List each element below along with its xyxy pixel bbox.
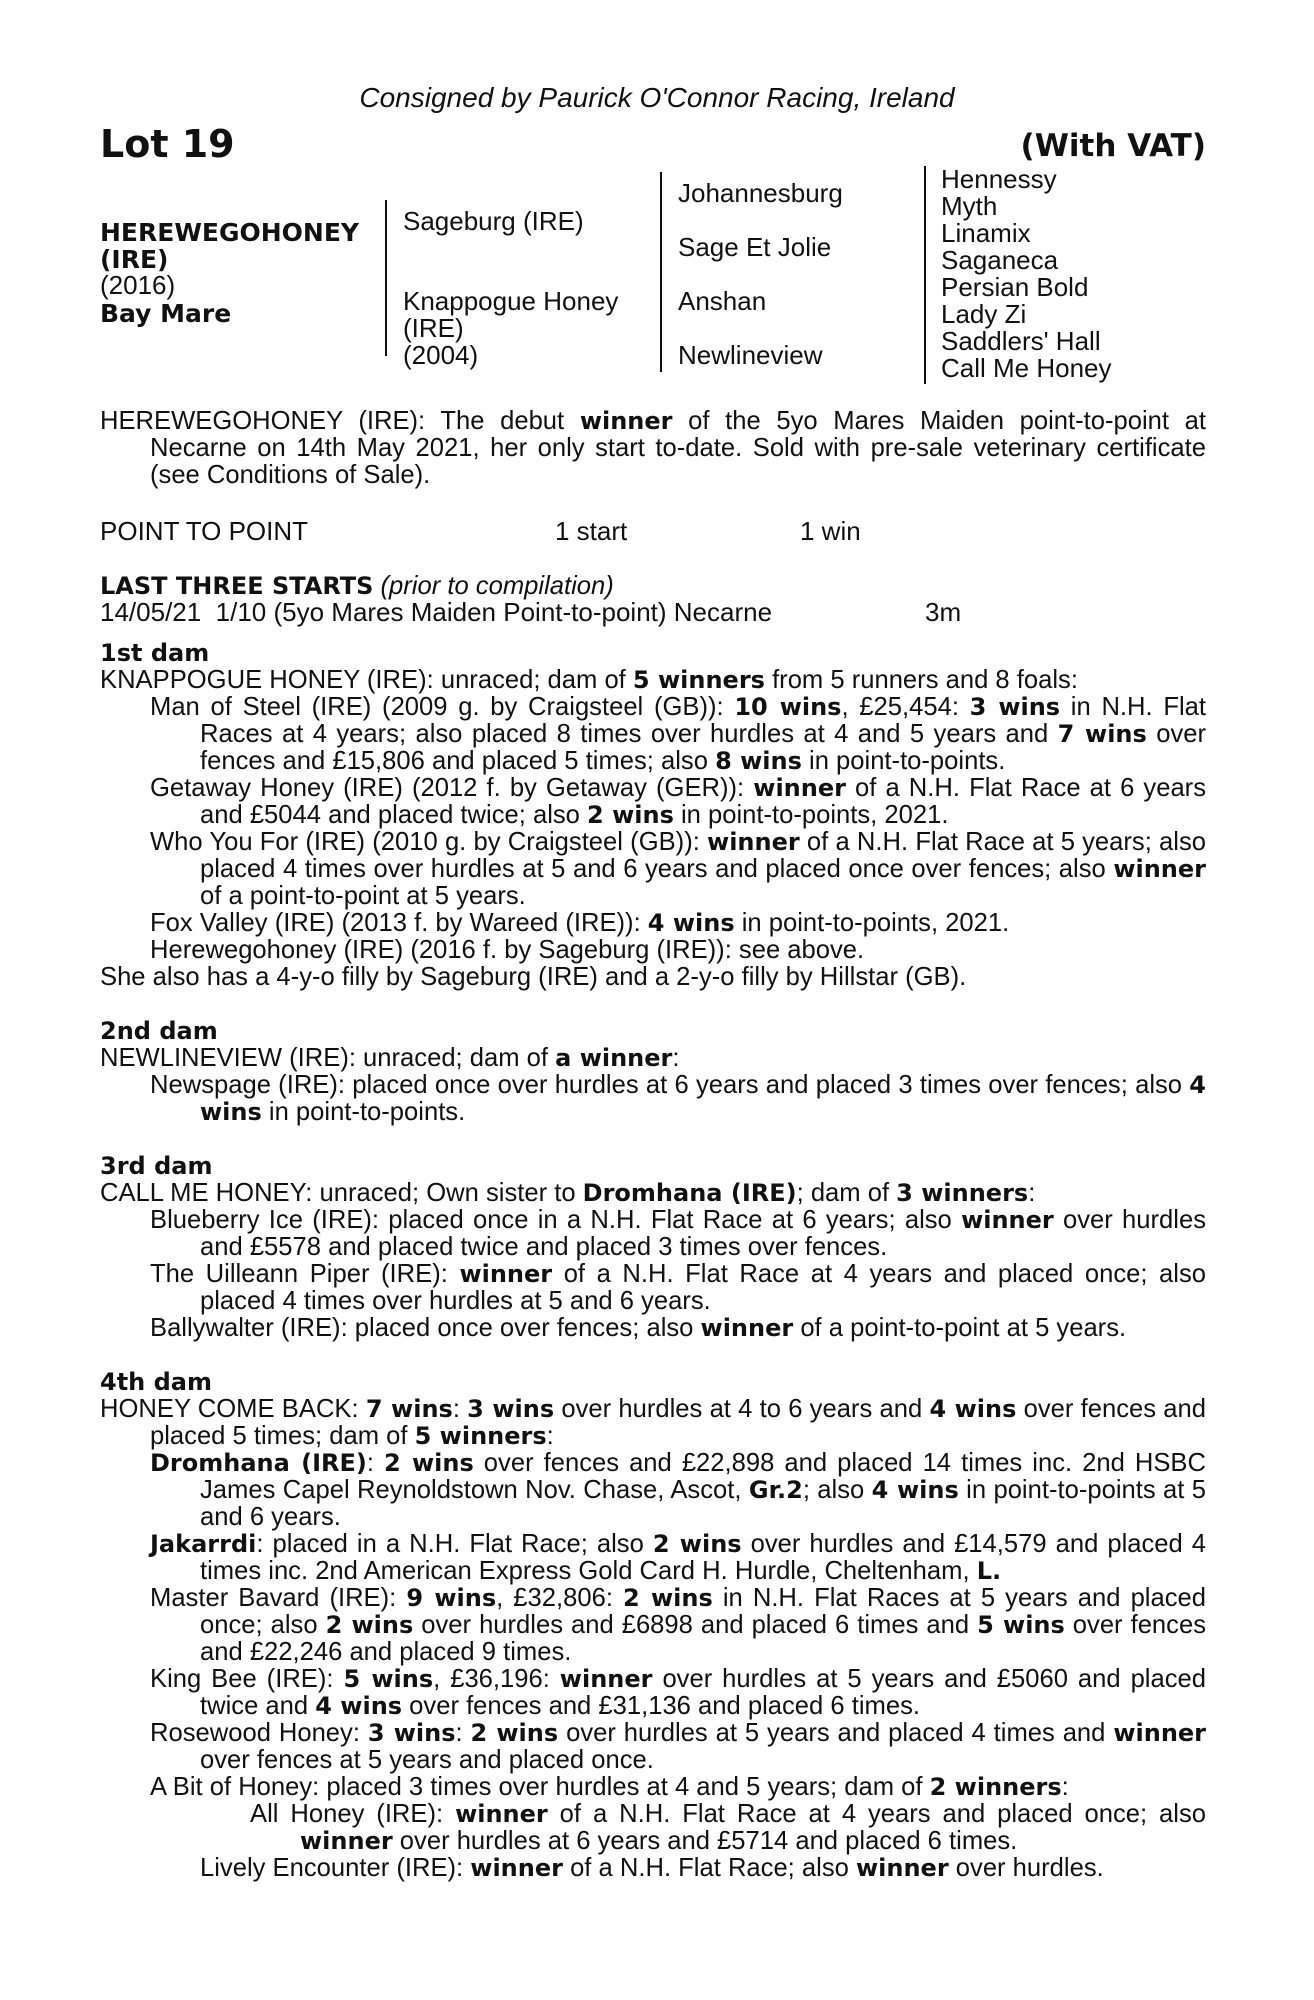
lot-number: Lot 19 — [100, 122, 235, 166]
dam4-entry-3: Master Bavard (IRE): 9 wins, £32,806: 2 wins in N.H. Flat Races at 5 years and placed once; also 2 wins over hurdles and £6898 and placed 6 times and 5 wins over fences and £22,246 and placed 9 times. — [150, 1584, 1206, 1666]
pedigree-divider-1 — [385, 200, 387, 356]
pedigree-sire-sire: Johannesburg — [678, 178, 843, 208]
dam1-entry-5: Herewegohoney (IRE) (2016 f. by Sageburg (IRE)): see above. — [150, 936, 865, 964]
pedigree-gen4-8: Call Me Honey — [941, 353, 1112, 383]
pedigree-sire: Sageburg (IRE) — [403, 206, 584, 236]
dam4-entry-4: King Bee (IRE): 5 wins, £36,196: winner over hurdles at 5 years and £5060 and placed twice and 4 wins over fences and £31,136 and placed 6 times. — [150, 1665, 1206, 1720]
intro-section — [100, 408, 1206, 489]
horse-year: (2016) — [100, 270, 176, 300]
dam4-entry-7: All Honey (IRE): winner of a N.H. Flat Race at 4 years and placed once; also winner over hurdles at 6 years and £5714 and placed 6 times. — [250, 1800, 1206, 1855]
last-starts-distance: 3m — [925, 597, 962, 627]
dam1-entry-2: Getaway Honey (IRE) (2012 f. by Getaway (GER)): winner of a N.H. Flat Race at 6 years and £5044 and placed twice; also 2 wins in point-to-points, 2021. — [150, 774, 1207, 829]
record-starts: 1 start — [555, 516, 628, 546]
dam1-entry-4: Fox Valley (IRE) (2013 f. by Wareed (IRE)): 4 wins in point-to-points, 2021. — [150, 909, 1010, 937]
pedigree-dam-suffix: (IRE) — [403, 313, 464, 343]
pedigree-dam-sire: Anshan — [678, 286, 767, 316]
dam1-heading: 1st dam — [100, 639, 210, 667]
dam1-entry-1: Man of Steel (IRE) (2009 g. by Craigsteel (GB)): 10 wins, £25,454: 3 wins in N.H. Flat Races at 4 years; also placed 8 times over hurdles at 4 and 5 years and 7 wins over fences and £15,806 and placed 5 times; also 8 wins in point-to-points. — [150, 693, 1207, 775]
dam1-intro: KNAPPOGUE HONEY (IRE): unraced; dam of 5 winners from 5 runners and 8 foals: — [100, 666, 1078, 694]
dam4-entry-8: Lively Encounter (IRE): winner of a N.H. Flat Race; also winner over hurdles. — [200, 1854, 1104, 1882]
record-wins: 1 win — [800, 516, 861, 546]
dam3-intro: CALL ME HONEY: unraced; Own sister to Dromhana (IRE); dam of 3 winners: — [100, 1179, 1036, 1207]
pedigree-gen4-2: Myth — [941, 191, 998, 221]
record-label: POINT TO POINT — [100, 516, 309, 546]
pedigree-divider-3 — [924, 166, 926, 384]
horse-sex: Bay Mare — [100, 299, 232, 328]
last-starts-heading: LAST THREE STARTS (prior to compilation) — [100, 572, 614, 600]
dam2-entry-1: Newspage (IRE): placed once over hurdles at 6 years and placed 3 times over fences; also 4 wins in point-to-points. — [150, 1071, 1206, 1126]
dam4-heading: 4th dam — [100, 1368, 212, 1396]
last-starts-row: 14/05/21 1/10 (5yo Mares Maiden Point-to-point) Necarne — [100, 597, 773, 627]
pedigree-sire-dam: Sage Et Jolie — [678, 232, 832, 262]
pedigree-gen4-4: Saganeca — [941, 245, 1059, 275]
dam4-entry-5: Rosewood Honey: 3 wins: 2 wins over hurdles at 5 years and placed 4 times and winner over fences at 5 years and placed once. — [150, 1719, 1207, 1774]
intro-paragraph: HEREWEGOHONEY (IRE): The debut winner of the 5yo Mares Maiden point-to-point at Necarne on 14th May 2021, her only start to-date. Sold with pre-sale veterinary certificate (see Conditions of Sale). — [100, 407, 1207, 489]
dam-sections — [100, 640, 1206, 1882]
pedigree-gen4-3: Linamix — [941, 218, 1031, 248]
pedigree-divider-2 — [660, 172, 662, 372]
dam3-heading: 3rd dam — [100, 1152, 213, 1180]
dam3-entry-2: The Uilleann Piper (IRE): winner of a N.H. Flat Race at 4 years and placed once; also placed 4 times over hurdles at 5 and 6 years. — [150, 1260, 1206, 1315]
dam4-entry-6: A Bit of Honey: placed 3 times over hurdles at 4 and 5 years; dam of 2 winners: — [150, 1773, 1069, 1801]
dam3-entry-3: Ballywalter (IRE): placed once over fences; also winner of a point-to-point at 5 years. — [150, 1314, 1127, 1342]
pedigree-gen4-7: Saddlers' Hall — [941, 326, 1101, 356]
pedigree-gen4-5: Persian Bold — [941, 272, 1089, 302]
dam2-heading: 2nd dam — [100, 1017, 218, 1045]
pedigree-dam: Knappogue Honey — [403, 286, 619, 316]
vat-note: (With VAT) — [1020, 128, 1206, 164]
pedigree-gen4-6: Lady Zi — [941, 299, 1027, 329]
dam2-intro: NEWLINEVIEW (IRE): unraced; dam of a winner: — [100, 1044, 680, 1072]
dam1-also: She also has a 4-y-o filly by Sageburg (IRE) and a 2-y-o filly by Hillstar (GB). — [100, 963, 967, 991]
consignor-line: Consigned by Paurick O'Connor Racing, Ireland — [359, 82, 955, 113]
dam1-entry-3: Who You For (IRE) (2010 g. by Craigsteel (GB)): winner of a N.H. Flat Race at 5 years; also placed 4 times over hurdles at 5 and 6 years and placed once over fences; also winner of a point-to-point at 5 years. — [150, 828, 1206, 910]
pedigree-gen4-1: Hennessy — [941, 164, 1057, 194]
dam4-entry-1: Dromhana (IRE): 2 wins over fences and £22,898 and placed 14 times inc. 2nd HSBC James Capel Reynoldstown Nov. Chase, Ascot, Gr.2; also 4 wins in point-to-points at 5 and 6 years. — [150, 1449, 1206, 1531]
pedigree-dam-year: (2004) — [403, 340, 479, 370]
pedigree-dam-dam: Newlineview — [678, 340, 823, 370]
dam4-entry-2: Jakarrdi: placed in a N.H. Flat Race; also 2 wins over hurdles and £14,579 and placed 4 times inc. 2nd American Express Gold Card H. Hurdle, Cheltenham, L. — [150, 1530, 1206, 1585]
dam4-intro: HONEY COME BACK: 7 wins: 3 wins over hurdles at 4 to 6 years and 4 wins over fences and placed 5 times; dam of 5 winners: — [100, 1395, 1206, 1450]
dam3-entry-1: Blueberry Ice (IRE): placed once in a N.H. Flat Race at 6 years; also winner over hurdles and £5578 and placed twice and placed 3 times over fences. — [150, 1206, 1207, 1261]
horse-name: HEREWEGOHONEY — [100, 218, 360, 247]
horse-name-suffix: (IRE) — [100, 245, 169, 274]
